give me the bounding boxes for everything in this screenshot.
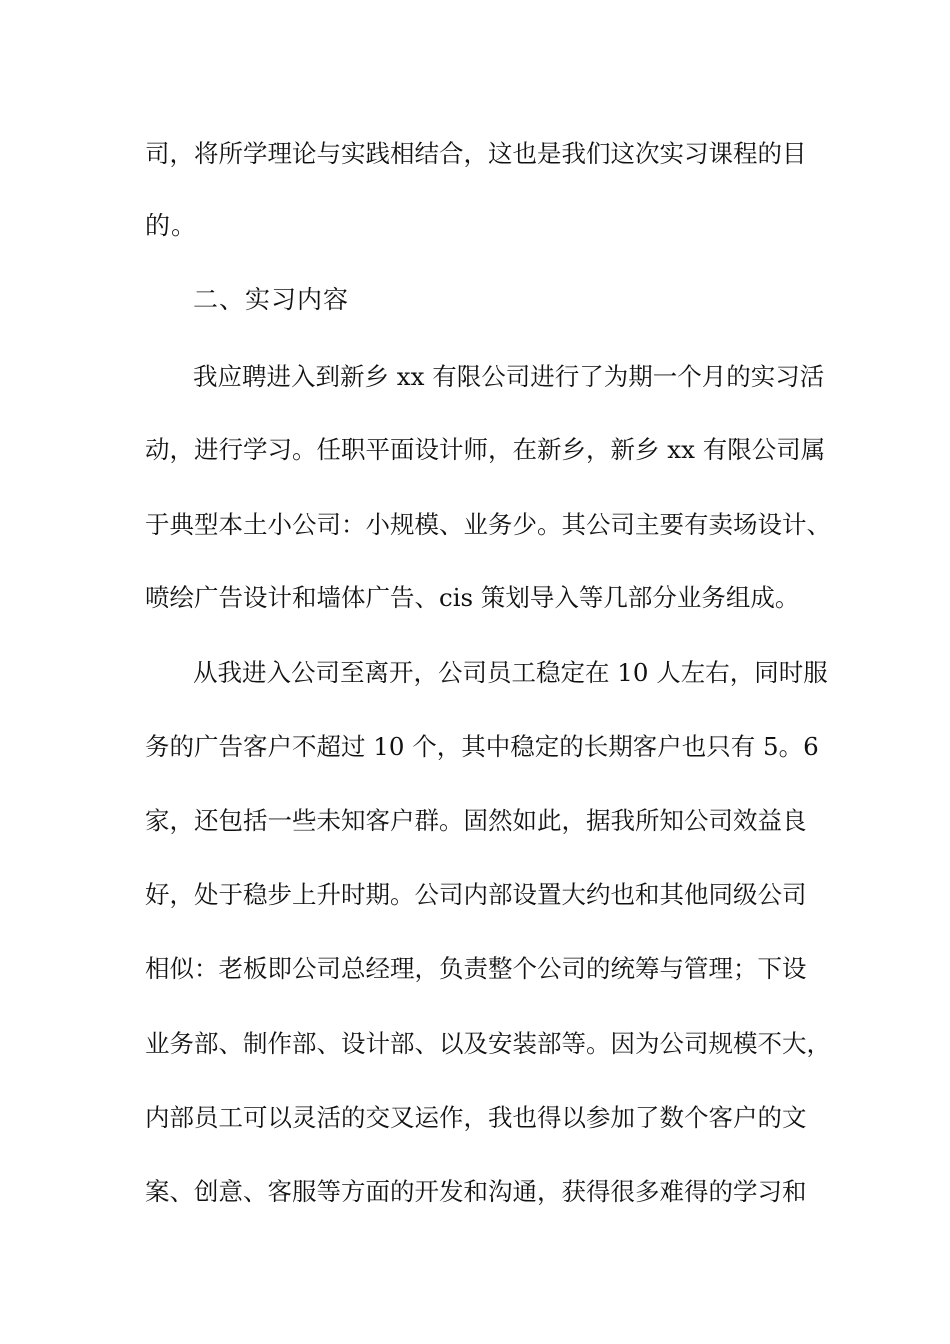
text-line: 相似：老板即公司总经理，负责整个公司的统筹与管理；下设 [145, 954, 807, 983]
text-line: 动，进行学习。任职平面设计师，在新乡，新乡 xx 有限公司属 [145, 435, 826, 464]
text-line: 于典型本土小公司：小规模、业务少。其公司主要有卖场设计、 [145, 510, 831, 539]
text-line: 好，处于稳步上升时期。公司内部设置大约也和其他同级公司 [145, 880, 807, 909]
text-line: 案、创意、客服等方面的开发和沟通，获得很多难得的学习和 [145, 1177, 807, 1206]
text-line: 的。 [145, 211, 198, 240]
section-heading: 二、实习内容 [193, 285, 350, 314]
text-line: 从我进入公司至离开，公司员工稳定在 10 人左右，同时服 [193, 658, 828, 687]
text-line: 业务部、制作部、设计部、以及安装部等。因为公司规模不大， [145, 1029, 831, 1058]
text-line: 内部员工可以灵活的交叉运作，我也得以参加了数个客户的文 [145, 1103, 807, 1132]
text-line: 我应聘进入到新乡 xx 有限公司进行了为期一个月的实习活 [193, 362, 825, 391]
text-line: 喷绘广告设计和墙体广告、cis 策划导入等几部分业务组成。 [145, 583, 800, 612]
text-line: 务的广告客户不超过 10 个，其中稳定的长期客户也只有 5。6 [145, 732, 819, 761]
text-line: 家，还包括一些未知客户群。固然如此，据我所知公司效益良 [145, 806, 807, 835]
text-line: 司，将所学理论与实践相结合，这也是我们这次实习课程的目 [145, 139, 807, 168]
